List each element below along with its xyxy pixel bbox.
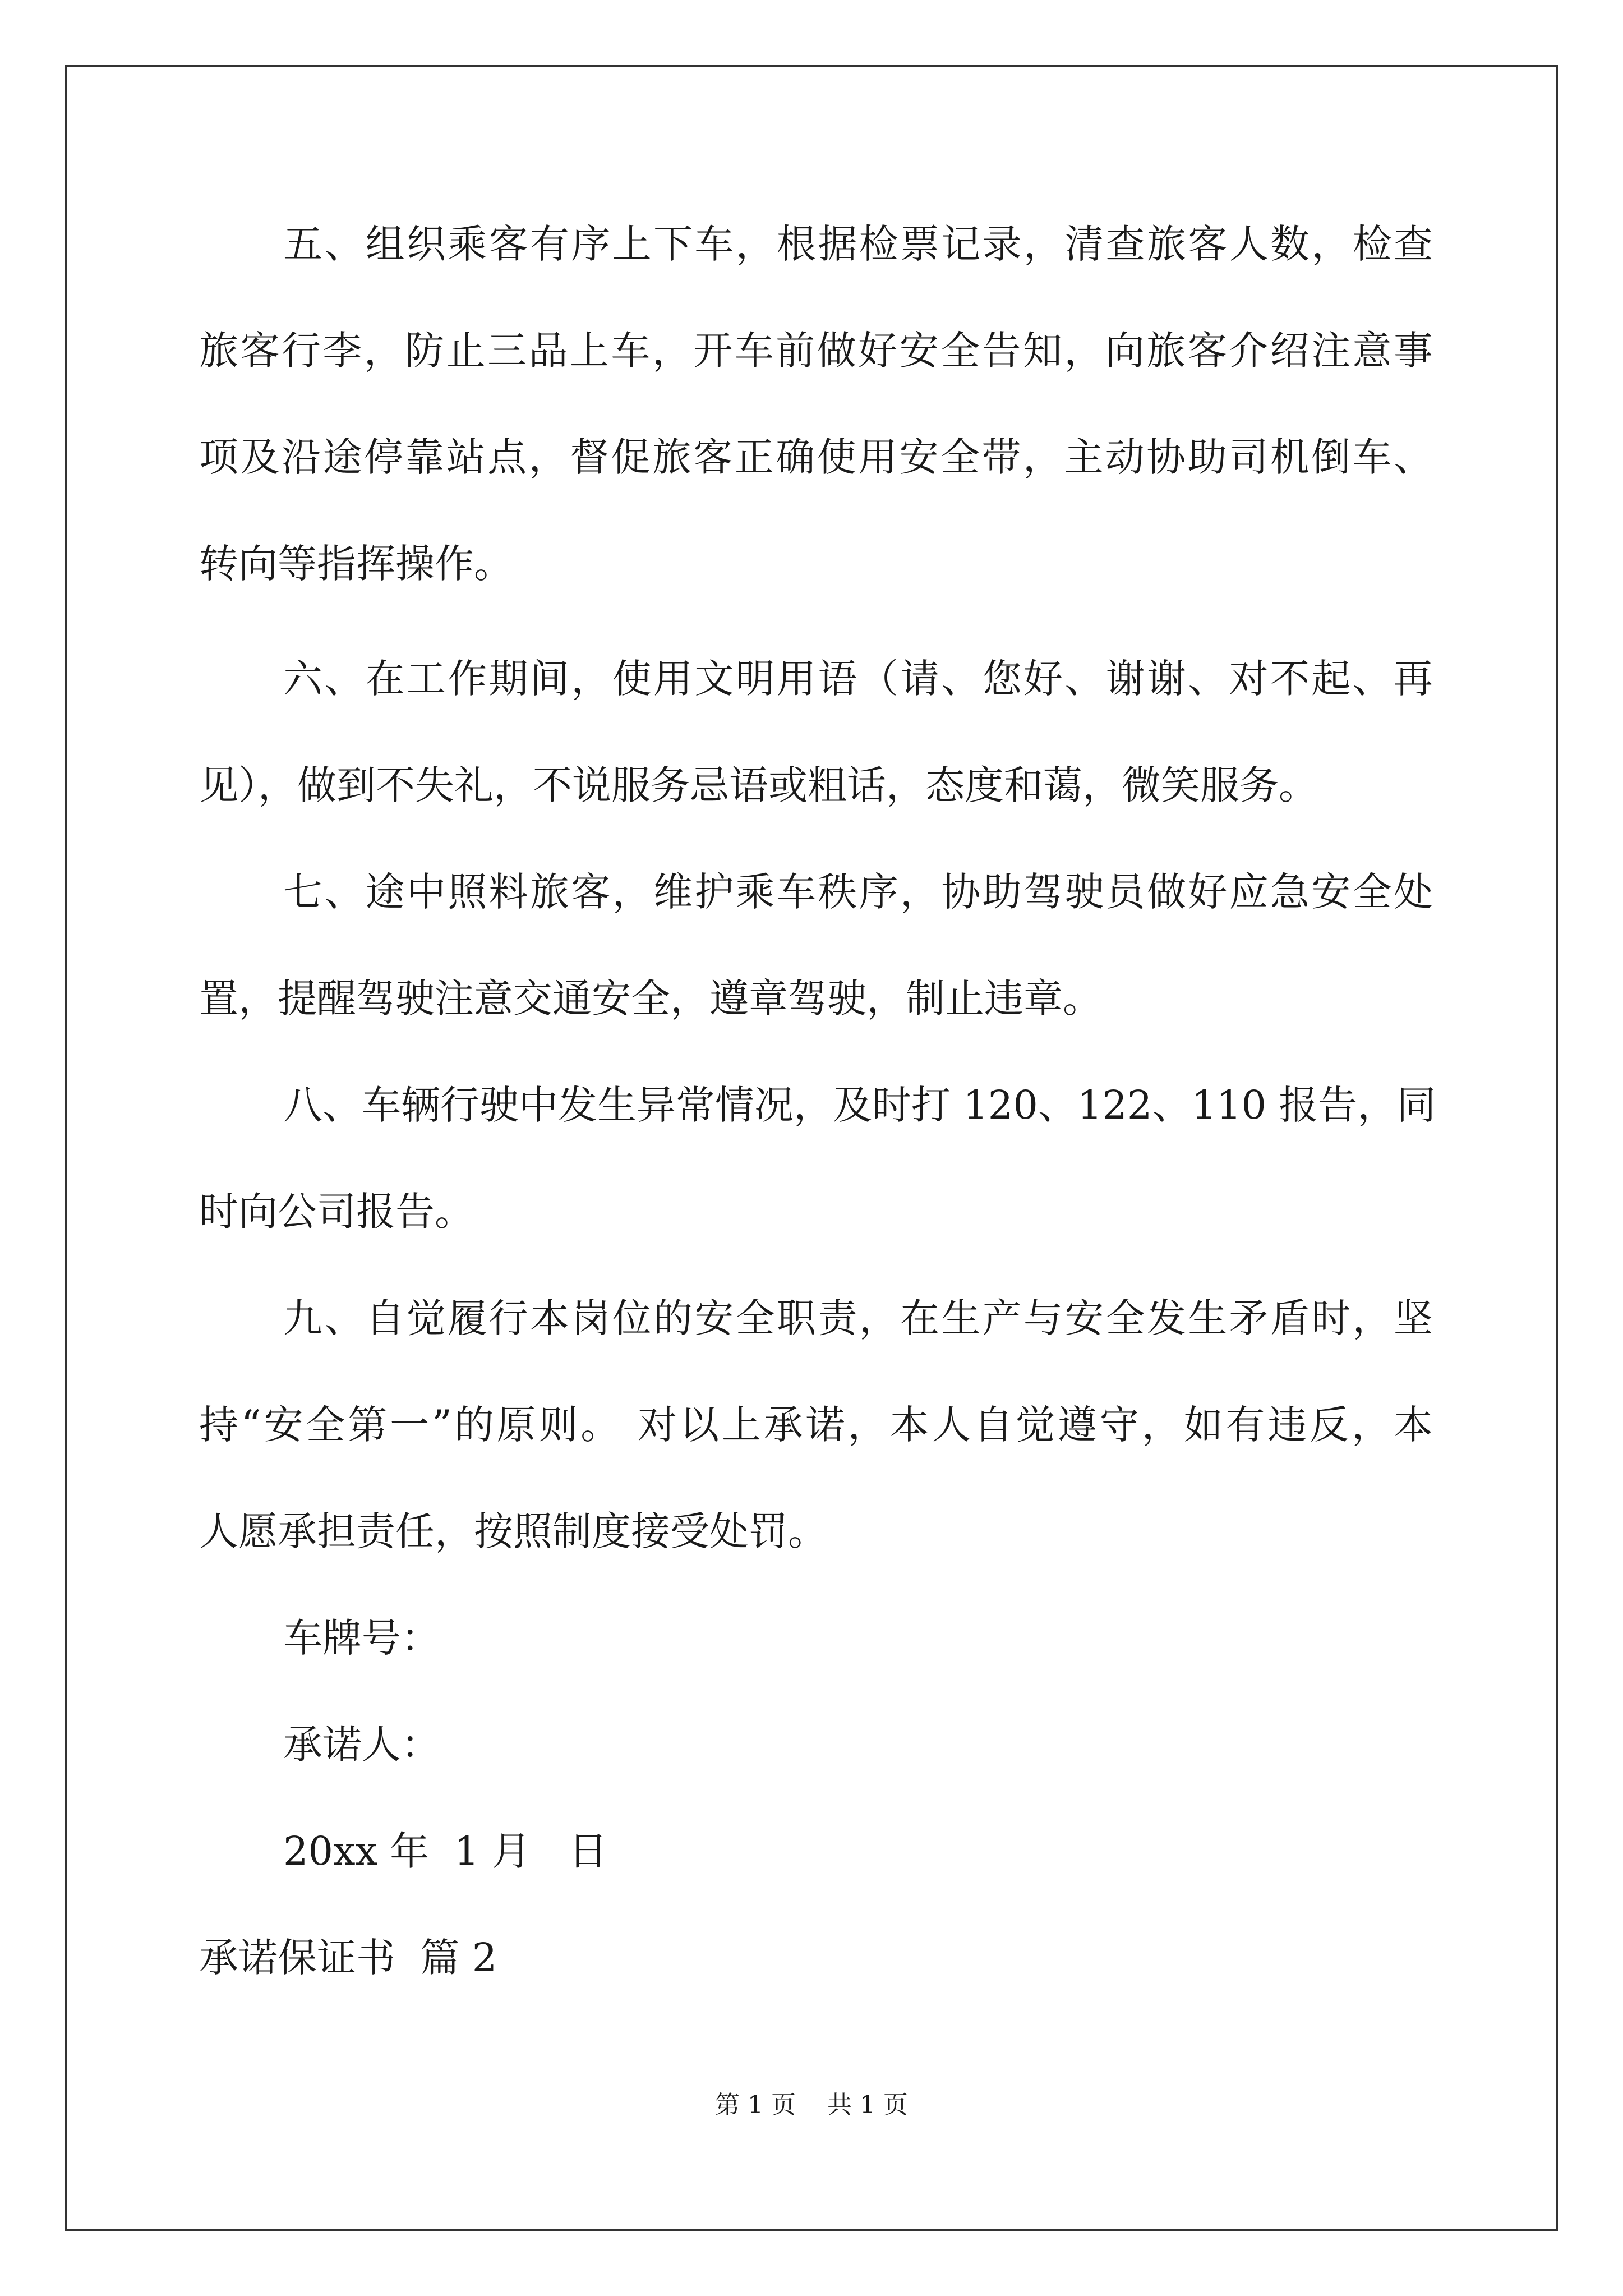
paragraph-6-line-1: 六、在工作期间，使用文明用语（请、您好、谢谢、对不起、再 [283, 656, 1433, 702]
plate-number-label: 车牌号： [283, 1615, 440, 1661]
paragraph-5-line-3: 项及沿途停靠站点，督促旅客正确使用安全带，主动协助司机倒车、 [199, 434, 1433, 480]
page-border [65, 65, 1558, 2231]
paragraph-8-line-1: 八、车辆行驶中发生异常情况，及时打 120、122、110 报告，同 [283, 1082, 1436, 1128]
date-line: 20xx 年 1 月 日 [283, 1828, 608, 1874]
paragraph-5-line-1: 五、组织乘客有序上下车，根据检票记录，清查旅客人数，检查 [283, 221, 1433, 267]
paragraph-8-line-2: 时向公司报告。 [199, 1189, 474, 1235]
paragraph-6-line-2: 见），做到不失礼，不说服务忌语或粗话，态度和蔼，微笑服务。 [199, 762, 1318, 808]
paragraph-9-line-1: 九、自觉履行本岗位的安全职责，在生产与安全发生矛盾时，坚 [283, 1295, 1433, 1341]
paragraph-9-line-2: 持“安全第一”的原则。 对以上承诺，本人自觉遵守，如有违反，本 [199, 1402, 1433, 1448]
promiser-label: 承诺人： [283, 1722, 440, 1768]
page-footer: 第 1 页 共 1 页 [715, 2091, 908, 2119]
paragraph-5-line-4: 转向等指挥操作。 [199, 541, 513, 587]
paragraph-7-line-2: 置，提醒驾驶注意交通安全，遵章驾驶，制止违章。 [199, 976, 1102, 1022]
paragraph-7-line-1: 七、途中照料旅客，维护乘车秩序，协助驾驶员做好应急安全处 [283, 869, 1433, 915]
paragraph-5-line-2: 旅客行李，防止三品上车，开车前做好安全告知，向旅客介绍注意事 [199, 328, 1433, 374]
next-section-title: 承诺保证书 篇 2 [199, 1935, 497, 1981]
paragraph-9-line-3: 人愿承担责任，按照制度接受处罚。 [199, 1508, 827, 1554]
